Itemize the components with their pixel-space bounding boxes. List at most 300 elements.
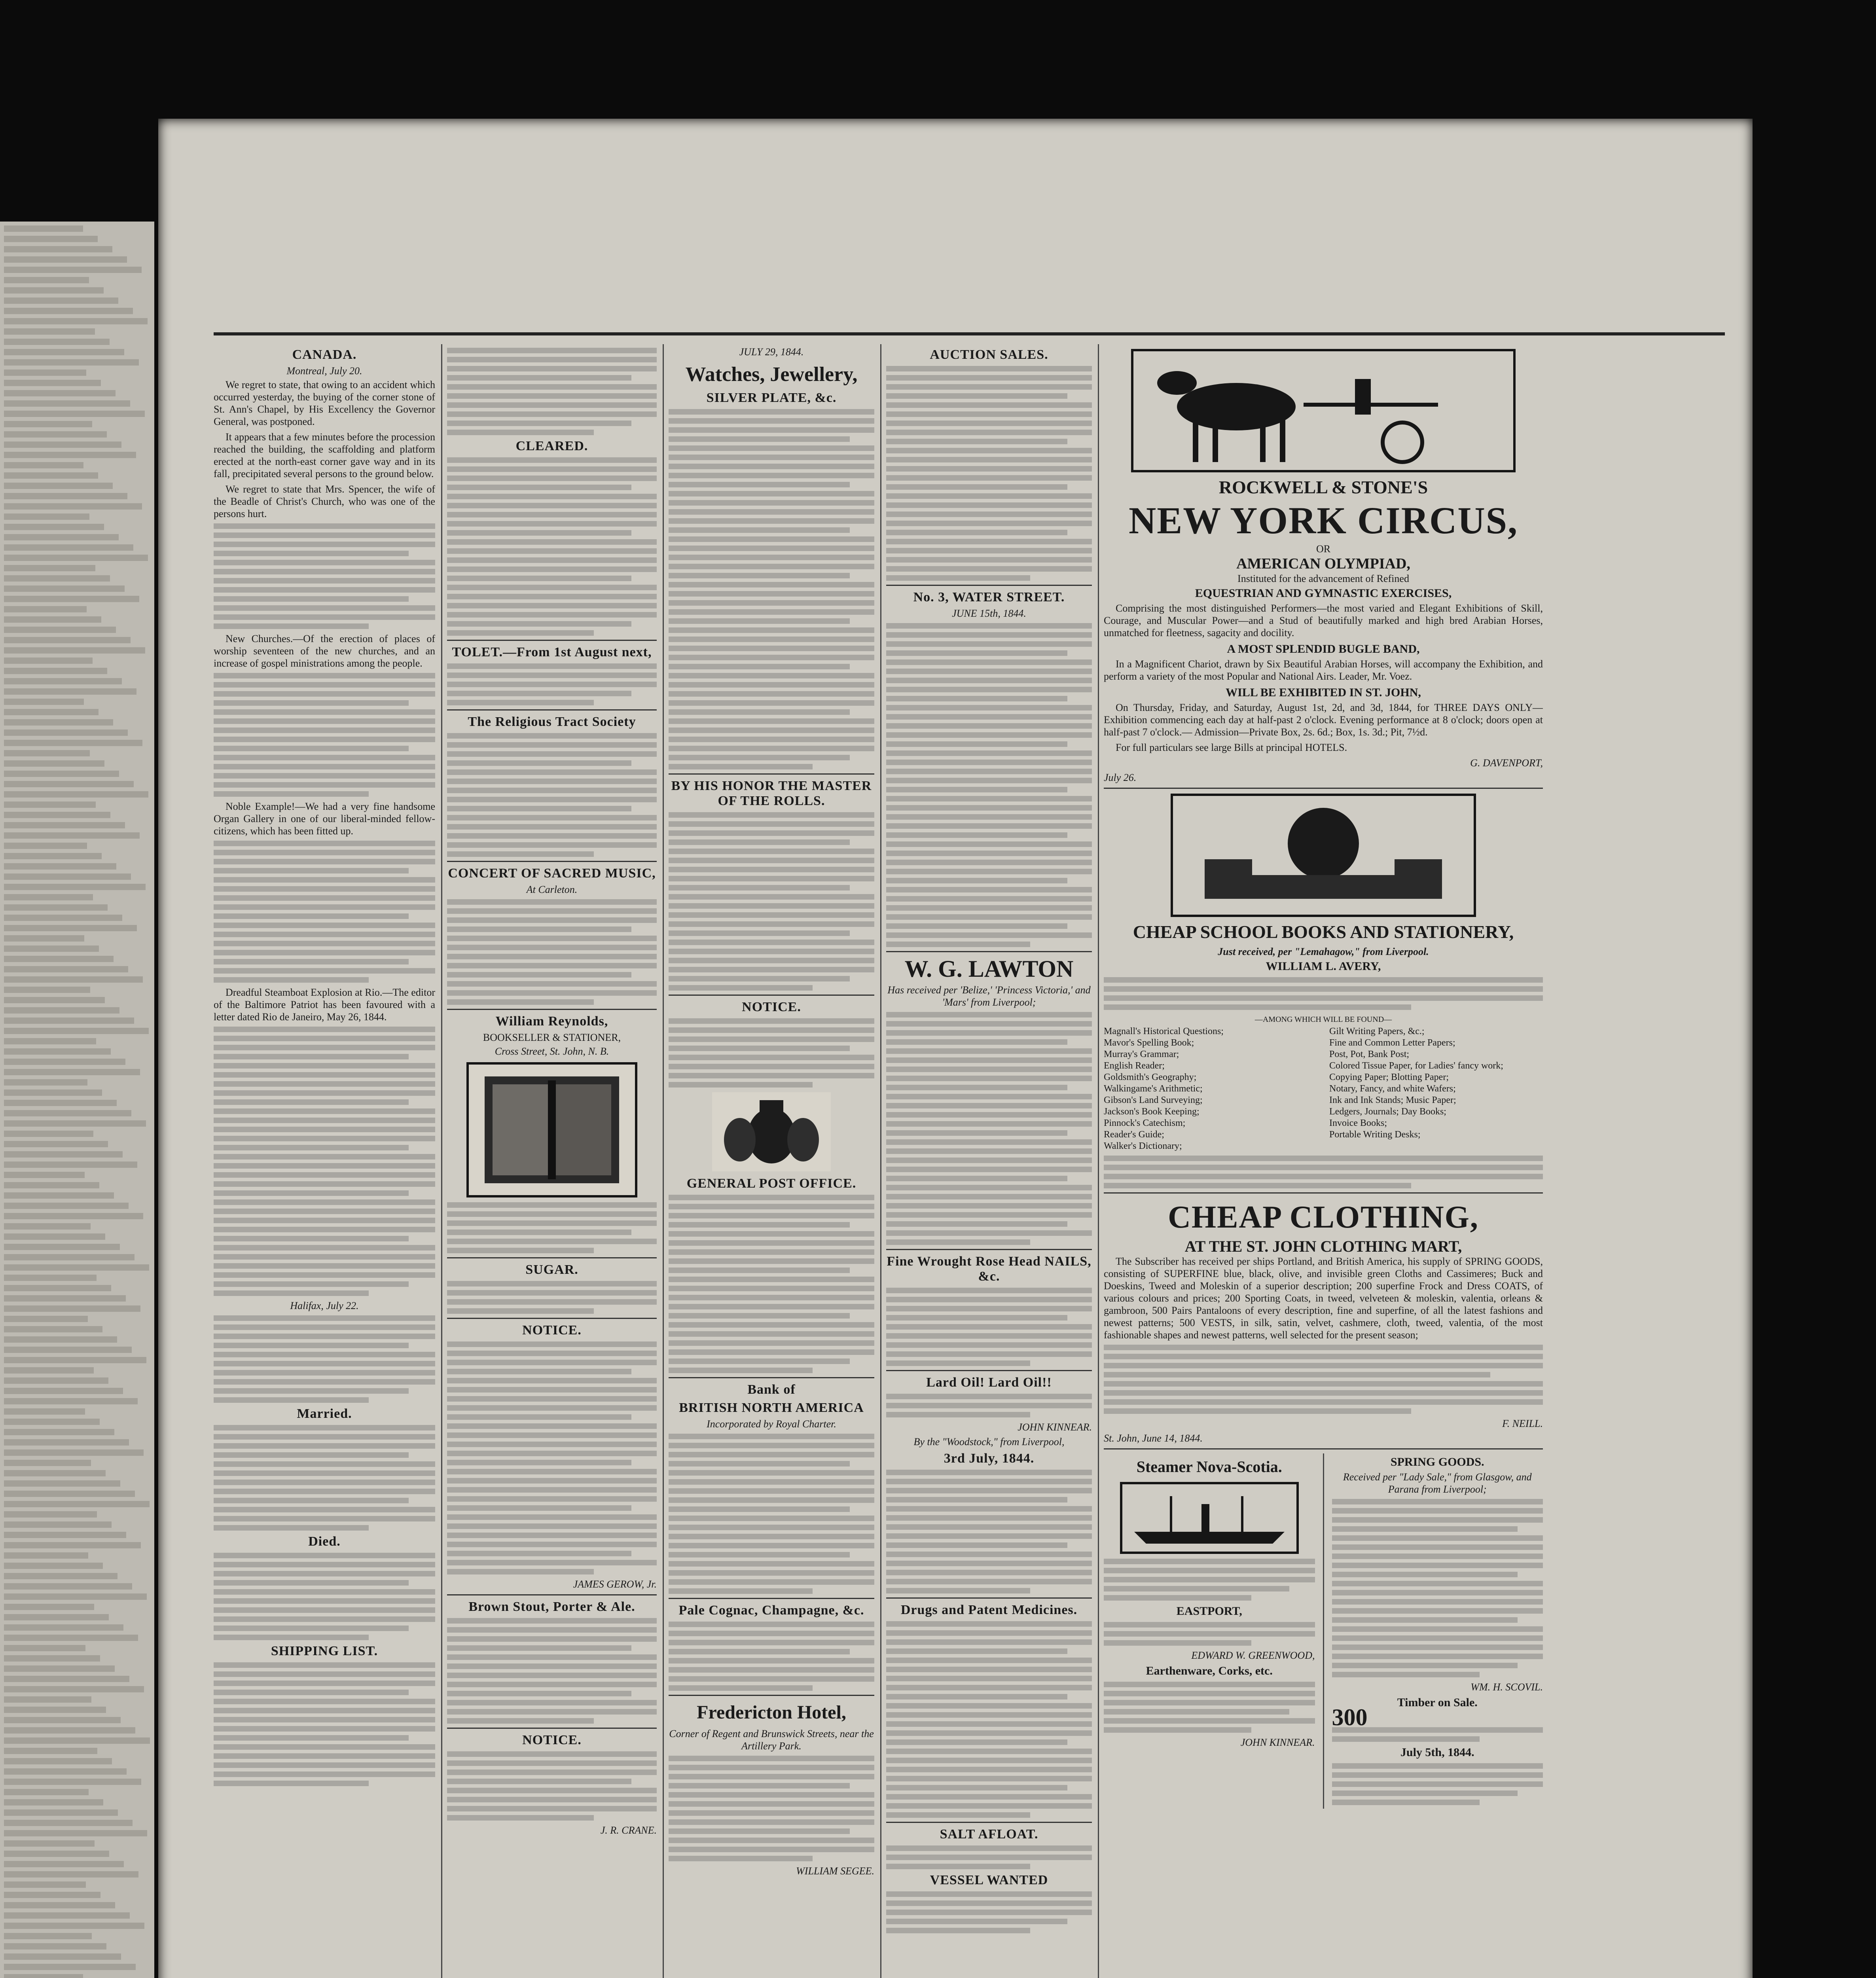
- text-line: [886, 723, 1092, 729]
- text-line: [886, 1239, 1030, 1245]
- text-line: [4, 1388, 123, 1394]
- text-line: [447, 1239, 657, 1244]
- book-lists: [1104, 1026, 1543, 1152]
- text-line: [214, 782, 435, 788]
- text-line: [447, 503, 657, 508]
- col2-cleared-heading: CLEARED.: [515, 439, 588, 453]
- text-line: [669, 573, 850, 578]
- text-line: [669, 546, 874, 551]
- text-line: [447, 494, 657, 499]
- text-block: [214, 523, 435, 629]
- book-list-item: Colored Tissue Paper, for Ladies' fancy work;: [1329, 1061, 1503, 1071]
- text-line: [886, 1360, 1030, 1366]
- text-line: [886, 1855, 1092, 1860]
- text-line: [1332, 1772, 1543, 1778]
- col4-lawton-sub: Has received per 'Belize,' 'Princess Victoria,' and 'Mars' from Liverpool;: [887, 984, 1091, 1008]
- text-line: [669, 1268, 850, 1273]
- text-line: [214, 1744, 435, 1750]
- text-line: [4, 1532, 126, 1538]
- col2-brown-stout-heading: Brown Stout, Porter & Ale.: [468, 1599, 635, 1614]
- text-line: [669, 967, 874, 972]
- text-line: [4, 555, 148, 561]
- text-line: [669, 876, 874, 881]
- text-block: [886, 1288, 1092, 1366]
- text-line: [4, 297, 118, 304]
- text-line: [447, 1211, 657, 1217]
- text-line: [447, 917, 657, 923]
- text-line: [1332, 1499, 1543, 1504]
- text-line: [447, 357, 657, 362]
- col3-bank-heading: Bank of: [747, 1382, 796, 1397]
- text-line: [4, 493, 127, 499]
- text-line: [1104, 1372, 1490, 1377]
- text-line: [214, 560, 435, 565]
- text-line: [669, 591, 874, 597]
- text-line: [4, 1017, 134, 1024]
- text-line: [214, 1489, 435, 1494]
- text-line: [4, 1552, 88, 1559]
- text-line: [1104, 1381, 1543, 1387]
- text-line: [1104, 1727, 1251, 1733]
- text-line: [4, 441, 121, 448]
- text-line: [447, 1281, 657, 1286]
- text-line: [4, 750, 90, 756]
- text-line: [886, 851, 1092, 856]
- text-line: [669, 1082, 813, 1088]
- book-list-item: Fine and Common Letter Papers;: [1329, 1038, 1455, 1048]
- text-line: [4, 1881, 86, 1888]
- rule: [886, 1249, 1092, 1250]
- text-line: [4, 1748, 97, 1754]
- text-line: [4, 791, 148, 798]
- text-block: [214, 1553, 435, 1640]
- text-block: [447, 899, 657, 1005]
- text-line: [886, 1021, 1092, 1027]
- text-line: [669, 582, 874, 587]
- coat-of-arms-icon: [712, 1092, 831, 1171]
- col1-para-2: It appears that a few minutes before the procession reached the building, the scaffolding and platform erected at the north-east corner gave way and in its fall, precipitated several persons to the ground below.: [214, 431, 435, 479]
- rule: [669, 1598, 874, 1599]
- col1-section-halifax: Halifax, July 22.: [290, 1300, 359, 1311]
- text-line: [214, 718, 435, 724]
- text-line: [1104, 1691, 1315, 1696]
- text-line: [214, 1370, 435, 1376]
- text-line: [214, 1154, 435, 1160]
- text-line: [669, 1488, 874, 1494]
- clothing-signature: F. NEILL.: [1502, 1418, 1543, 1429]
- text-line: [214, 1209, 435, 1214]
- col2-tract-heading: The Religious Tract Society: [468, 714, 636, 729]
- text-block: [886, 366, 1092, 581]
- text-line: [214, 1753, 435, 1759]
- text-block: [1332, 1763, 1543, 1805]
- text-line: [4, 1758, 112, 1764]
- text-line: [886, 796, 1092, 801]
- text-line: [214, 913, 409, 919]
- text-line: [886, 942, 1030, 947]
- text-line: [4, 1563, 103, 1569]
- text-line: [447, 742, 657, 748]
- text-line: [669, 673, 874, 678]
- text-line: [4, 534, 119, 540]
- assortment-note: —AMONG WHICH WILL BE FOUND—: [1254, 1015, 1392, 1024]
- text-line: [214, 904, 435, 910]
- clothing-heading: CHEAP CLOTHING,: [1168, 1200, 1479, 1235]
- text-line: [447, 1360, 657, 1365]
- col1-para-6: Dreadful Steamboat Explosion at Rio.—The editor of the Baltimore Patriot has been favoured with a letter dated Rio de Janeiro, May 26, 1844.: [214, 987, 435, 1023]
- exhibited-description: On Thursday, Friday, and Saturday, August 1st, 2d, and 3d, 1844, for THREE DAYS ONLY—Exhibition commencing each day at half-past 2 o'clock. Evening performance at 8 o'clock; doors open at half-past 7 o'clock.— Admission—Private Box, 2s. 6d.; Box, 1s. 3d.; Pit, 7½d.: [1104, 702, 1543, 738]
- text-line: [4, 1079, 87, 1086]
- text-line: [886, 1167, 1092, 1172]
- text-line: [447, 1230, 631, 1235]
- text-line: [669, 1340, 874, 1346]
- text-line: [1104, 1174, 1543, 1179]
- text-line: [886, 1812, 1030, 1818]
- text-line: [4, 483, 113, 489]
- text-line: [447, 366, 657, 371]
- text-line: [886, 393, 1067, 399]
- steamer-heading: Steamer Nova-Scotia.: [1136, 1458, 1282, 1476]
- text-line: [886, 1803, 1092, 1809]
- text-line: [214, 1726, 435, 1732]
- text-line: [214, 1662, 435, 1668]
- col1-dateline: Montreal, July 20.: [286, 365, 362, 377]
- text-line: [669, 491, 874, 496]
- text-line: [669, 1570, 874, 1576]
- eastport-heading: EASTPORT,: [1176, 1605, 1242, 1618]
- col2-signature-1: JAMES GEROW, Jr.: [573, 1578, 657, 1590]
- col2-concert-heading: CONCERT OF SACRED MUSIC,: [448, 866, 656, 881]
- text-line: [4, 472, 98, 479]
- text-block: [669, 1434, 874, 1594]
- text-line: [4, 1820, 133, 1826]
- text-line: [447, 585, 657, 590]
- text-line: [886, 714, 1092, 720]
- text-line: [214, 596, 409, 602]
- text-line: [447, 1815, 594, 1821]
- rule: [886, 1597, 1092, 1599]
- text-block: [1104, 1345, 1543, 1414]
- text-line: [1332, 1590, 1543, 1595]
- text-line: [214, 578, 435, 584]
- text-line: [447, 512, 657, 517]
- text-line: [214, 1163, 435, 1169]
- text-block: [447, 1341, 657, 1574]
- text-line: [886, 1048, 1092, 1054]
- text-line: [447, 521, 657, 527]
- text-line: [4, 267, 142, 273]
- text-line: [886, 402, 1092, 408]
- text-line: [669, 728, 874, 733]
- text-line: [886, 678, 1092, 683]
- text-line: [886, 623, 1092, 629]
- text-line: [669, 1552, 850, 1557]
- circus-description: Comprising the most distinguished Performers—the most varied and Elegant Exhibitions of Skill, Courage, and Muscular Power—and a Stud of beautifully marked and high bred Arabian Horses, unmatched for fleetness, sagacity and docility.: [1104, 602, 1543, 638]
- text-line: [447, 682, 657, 687]
- text-line: [886, 1533, 1092, 1539]
- col4-water-date: JUNE 15th, 1844.: [952, 608, 1026, 619]
- text-line: [669, 555, 874, 560]
- text-line: [669, 1443, 874, 1448]
- col4-vessel-heading: VESSEL WANTED: [930, 1873, 1048, 1887]
- text-line: [1332, 1572, 1518, 1577]
- text-line: [4, 873, 131, 880]
- text-line: [214, 1708, 435, 1713]
- text-line: [886, 1721, 1092, 1727]
- text-line: [447, 1396, 657, 1402]
- text-line: [886, 1030, 1092, 1036]
- text-line: [214, 1607, 435, 1613]
- text-line: [886, 457, 1092, 462]
- text-line: [886, 1403, 1092, 1408]
- col4-july3: 3rd July, 1844.: [944, 1451, 1035, 1466]
- text-line: [669, 764, 813, 769]
- text-line: [447, 833, 657, 839]
- text-line: [886, 1497, 1067, 1502]
- text-line: [214, 1470, 435, 1476]
- text-line: [4, 863, 116, 870]
- text-line: [214, 1379, 435, 1385]
- text-line: [447, 485, 631, 490]
- text-block: [447, 663, 657, 705]
- text-line: [669, 1534, 874, 1539]
- text-line: [447, 851, 594, 857]
- text-line: [447, 557, 657, 563]
- text-block: [447, 733, 657, 857]
- text-line: [1332, 1781, 1543, 1787]
- text-line: [447, 1432, 657, 1438]
- circus-owner: ROCKWELL & STONE'S: [1218, 477, 1428, 497]
- book-list-item: Gibson's Land Surveying;: [1104, 1095, 1203, 1105]
- rule: [886, 1822, 1092, 1823]
- text-line: [4, 328, 95, 335]
- text-line: [1104, 986, 1543, 992]
- text-line: [4, 359, 139, 366]
- text-line: [447, 621, 631, 627]
- text-line: [4, 1501, 150, 1507]
- text-line: [214, 941, 435, 946]
- text-line: [886, 439, 1067, 444]
- text-line: [447, 421, 631, 426]
- text-line: [447, 691, 631, 696]
- text-block: [886, 1012, 1092, 1245]
- text-line: [4, 431, 107, 438]
- text-line: [447, 466, 657, 472]
- book-list-item: English Reader;: [1104, 1061, 1165, 1071]
- col3-hotel-signature: WILLIAM SEGEE.: [796, 1865, 874, 1877]
- text-line: [886, 805, 1092, 811]
- text-line: [447, 476, 657, 481]
- text-line: [4, 1912, 130, 1919]
- text-line: [447, 576, 631, 581]
- text-line: [886, 1315, 1067, 1321]
- book-list-right: [1329, 1026, 1543, 1152]
- text-line: [1104, 1354, 1543, 1359]
- column-5-ads: [1104, 344, 1543, 1978]
- column-4: [886, 344, 1092, 1978]
- text-line: [1332, 1645, 1543, 1650]
- text-line: [447, 1299, 657, 1305]
- text-line: [4, 1192, 114, 1199]
- text-line: [214, 1236, 409, 1241]
- text-line: [4, 925, 137, 931]
- text-line: [1332, 1581, 1543, 1586]
- text-line: [214, 1388, 409, 1394]
- text-line: [886, 1712, 1092, 1718]
- text-line: [669, 858, 874, 863]
- text-line: [1332, 1608, 1543, 1614]
- text-line: [447, 824, 657, 830]
- text-line: [886, 1412, 1030, 1417]
- text-line: [669, 1640, 874, 1645]
- rule: [447, 1594, 657, 1595]
- text-line: [886, 696, 1067, 701]
- text-line: [669, 1027, 874, 1033]
- text-line: [886, 1630, 1092, 1636]
- text-line: [1332, 1599, 1543, 1605]
- circus-date: July 26.: [1104, 772, 1137, 783]
- text-line: [447, 1627, 657, 1633]
- text-line: [886, 566, 1092, 572]
- text-line: [4, 1172, 85, 1178]
- text-line: [669, 1765, 874, 1770]
- text-line: [886, 575, 1030, 581]
- text-line: [447, 1442, 657, 1447]
- text-line: [214, 1671, 435, 1677]
- text-line: [4, 709, 99, 715]
- text-line: [669, 1543, 874, 1548]
- text-line: [886, 1112, 1092, 1118]
- text-line: [886, 1351, 1092, 1357]
- timber-number: 300: [1332, 1704, 1368, 1730]
- text-line: [1104, 1345, 1543, 1350]
- rule: [447, 861, 657, 862]
- text-line: [669, 682, 874, 688]
- text-line: [447, 1290, 657, 1296]
- text-line: [214, 868, 409, 873]
- text-line: [214, 1498, 409, 1503]
- text-line: [669, 949, 874, 954]
- timber-heading: Timber on Sale.: [1397, 1696, 1478, 1709]
- text-line: [447, 402, 657, 408]
- text-line: [4, 513, 89, 520]
- clothing-date: St. John, June 14, 1844.: [1104, 1432, 1203, 1444]
- text-line: [4, 945, 99, 952]
- text-line: [4, 575, 110, 582]
- text-line: [669, 1349, 874, 1355]
- text-line: [447, 1806, 657, 1811]
- text-line: [447, 411, 657, 417]
- col4-signature: JOHN KINNEAR.: [1018, 1421, 1092, 1433]
- text-line: [4, 657, 93, 664]
- text-line: [886, 1297, 1092, 1302]
- book-list-item: Notary, Fancy, and white Wafers;: [1329, 1084, 1456, 1094]
- text-line: [886, 905, 1092, 911]
- text-line: [214, 737, 435, 742]
- text-line: [1332, 1727, 1543, 1733]
- text-block: [886, 1891, 1092, 1933]
- book-list-item: Murray's Grammar;: [1104, 1049, 1179, 1059]
- text-line: [1104, 1559, 1315, 1564]
- text-line: [886, 1767, 1092, 1772]
- text-line: [214, 895, 435, 901]
- column-divider: [1098, 344, 1099, 1978]
- text-line: [447, 1505, 631, 1511]
- text-block: [447, 1618, 657, 1724]
- text-line: [669, 1073, 874, 1078]
- clothing-description: The Subscriber has received per ships Portland, and British America, his supply of SPRING GOODS, consisting of SUPERFINE blue, black, olive, and invisible green Cloths and Cassimeres; Buck and Doeskins, Tweed and Moleskin of a superior description; 200 superfine Frock and Dress COATS, of various colours and prices; 200 Sporting Coats, in tweed, velveteen & moleskin, valentia, orleans & gambroon, 500 Pairs Pantaloons of every description, fine and superfine, of all the latest fashions and newest patterns; 500 VESTS, in silk, satin, velvet, cashmere, cloth, tweed, valentia, of the most fashionable shapes and newest patterns, well selected for the present season;: [1104, 1256, 1543, 1341]
- text-line: [886, 1076, 1092, 1081]
- circus-instituted: Instituted for the advancement of Refined: [1237, 573, 1409, 584]
- text-line: [447, 779, 657, 784]
- text-line: [886, 669, 1092, 674]
- text-line: [214, 923, 435, 928]
- text-line: [4, 1717, 121, 1723]
- text-line: [886, 914, 1092, 920]
- text-line: [4, 462, 83, 468]
- text-line: [214, 1334, 435, 1339]
- text-line: [4, 843, 87, 849]
- text-line: [669, 1810, 874, 1816]
- text-line: [886, 484, 1067, 490]
- text-line: [669, 509, 874, 515]
- text-line: [4, 1604, 94, 1610]
- text-line: [669, 1358, 850, 1364]
- text-line: [214, 1227, 435, 1232]
- text-line: [214, 1263, 435, 1269]
- text-line: [4, 287, 104, 294]
- text-line: [4, 915, 122, 921]
- text-line: [4, 606, 87, 612]
- text-line: [4, 1439, 129, 1446]
- col4-salt-heading: SALT AFLOAT.: [940, 1827, 1038, 1842]
- text-line: [886, 521, 1092, 526]
- text-line: [886, 860, 1092, 865]
- text-line: [669, 436, 850, 442]
- text-line: [447, 1414, 631, 1420]
- text-line: [886, 466, 1092, 472]
- text-line: [886, 741, 1067, 747]
- text-line: [886, 1588, 1030, 1593]
- text-line: [4, 1851, 109, 1857]
- text-line: [669, 1801, 874, 1807]
- text-line: [4, 596, 139, 602]
- text-line: [447, 1551, 631, 1556]
- text-line: [886, 411, 1092, 417]
- text-line: [214, 977, 369, 983]
- text-line: [214, 673, 435, 678]
- text-line: [447, 1369, 631, 1374]
- col4-nails-heading: Fine Wrought Rose Head NAILS, &c.: [887, 1254, 1091, 1284]
- text-line: [447, 700, 594, 705]
- text-line: [1104, 1408, 1411, 1414]
- text-block: [1332, 1727, 1543, 1742]
- text-line: [447, 1308, 594, 1314]
- text-line: [4, 318, 148, 324]
- col2-sugar-heading: SUGAR.: [525, 1262, 578, 1277]
- text-line: [447, 1220, 657, 1226]
- text-line: [447, 1341, 657, 1347]
- text-line: [214, 1525, 369, 1531]
- text-line: [4, 1542, 141, 1548]
- text-line: [4, 719, 113, 726]
- text-line: [4, 565, 95, 571]
- text-line: [1104, 1586, 1289, 1591]
- text-line: [4, 1429, 114, 1435]
- col3-post-heading: GENERAL POST OFFICE.: [686, 1176, 857, 1191]
- text-line: [886, 1012, 1092, 1017]
- text-line: [1104, 977, 1543, 983]
